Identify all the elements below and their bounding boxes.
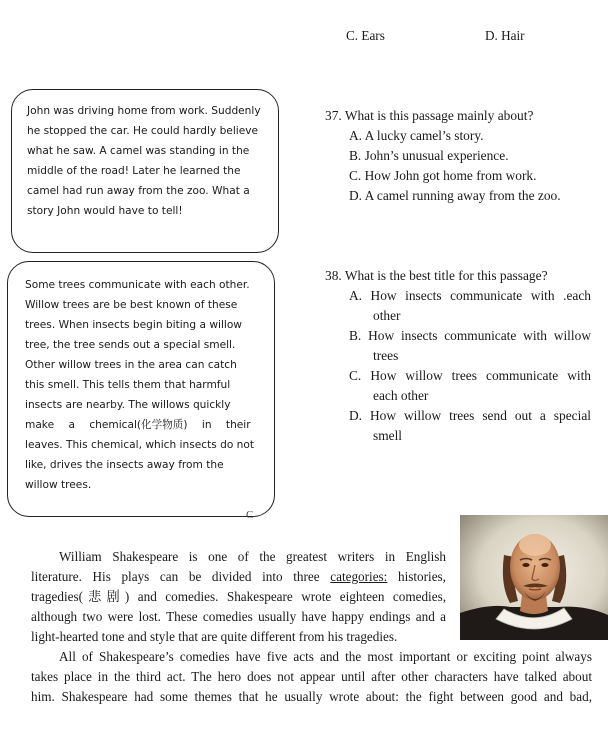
q38-option-a-cont: other bbox=[373, 308, 401, 323]
q37-option-c: C. How John got home from work. bbox=[349, 168, 537, 183]
paragraph-line: although two were lost. These comedies usually have happy endings and a bbox=[31, 609, 446, 624]
q38-option-b: B. How insects communicate with willow bbox=[349, 328, 591, 343]
passage-2-line: like, drives the insects away from the bbox=[25, 459, 224, 471]
q37-option-b: B. John’s unusual experience. bbox=[349, 148, 509, 163]
q38-option-a: A. How insects communicate with .each bbox=[349, 288, 591, 303]
q37-option-d: D. A camel running away from the zoo. bbox=[349, 188, 561, 203]
q38-option-d-cont: smell bbox=[373, 428, 403, 443]
q38-option-d: D. How willow trees send out a special bbox=[349, 408, 591, 423]
option-c-ears: C. Ears bbox=[346, 28, 385, 43]
passage-2-text bbox=[25, 275, 255, 495]
q38-option-c-cont: each other bbox=[373, 388, 429, 403]
paragraph-line: him. Shakespeare had some themes that he usually wrote about: the fight between good and bad, bbox=[31, 689, 592, 704]
paragraph-line: All of Shakespeare’s comedies have five acts and the most important or exciting point always bbox=[59, 649, 592, 664]
shakespeare-paragraph-1 bbox=[31, 547, 446, 647]
paragraph-text: literature. His plays can be divided into three bbox=[31, 569, 331, 584]
underlined-word-categories: categories: bbox=[330, 569, 388, 584]
q38-option-c: C. How willow trees communicate with bbox=[349, 368, 591, 383]
paragraph-line: William Shakespeare is one of the greatest writers in English bbox=[59, 549, 446, 564]
passage-1-line: story John would have to tell! bbox=[27, 205, 183, 217]
q38-option-b-cont: trees bbox=[373, 348, 399, 363]
passage-1-line: he stopped the car. He could hardly believe bbox=[27, 125, 259, 137]
passage-2-line: make a chemical(化学物质) in their bbox=[25, 419, 251, 431]
passage-2-line: Some trees communicate with each other. bbox=[25, 279, 250, 291]
paragraph-line: light-hearted tone and style that are quite different from his tragedies. bbox=[31, 629, 398, 644]
q38-question: 38. What is the best title for this passage? bbox=[325, 268, 548, 283]
passage-2-line: insects are nearby. The willows quickly bbox=[25, 399, 231, 411]
passage-2-line: trees. When insects begin biting a willow bbox=[25, 319, 242, 331]
passage-2-line: leaves. This chemical, which insects do not bbox=[25, 439, 255, 451]
shakespeare-paragraph-2 bbox=[31, 647, 592, 707]
passage-2-line: willow trees. bbox=[25, 479, 92, 491]
passage-1-line: middle of the road! Later he learned the bbox=[27, 165, 241, 177]
passage-2-line: Willow trees are be best known of these bbox=[25, 299, 238, 311]
passage-1-text bbox=[27, 101, 264, 221]
q37-question: 37. What is this passage mainly about? bbox=[325, 108, 534, 123]
q37-option-a: A. A lucky camel’s story. bbox=[349, 128, 484, 143]
paragraph-line: tragedies(悲剧) and comedies. Shakespeare wrote eighteen comedies, bbox=[31, 589, 446, 604]
paragraph-line bbox=[31, 567, 446, 587]
paragraph-line: takes place in the third act. The hero does not appear until after other characters have talked about bbox=[31, 669, 592, 684]
shakespeare-portrait bbox=[460, 515, 608, 640]
option-d-hair: D. Hair bbox=[485, 28, 525, 43]
portrait-image bbox=[460, 515, 608, 640]
passage-1-line: what he saw. A camel was standing in the bbox=[27, 145, 250, 157]
passage-2-line: Other willow trees in the area can catch bbox=[25, 359, 237, 371]
passage-1-line: John was driving home from work. Suddenly bbox=[27, 105, 261, 117]
passage-2-line: tree, the tree sends out a special smell. bbox=[25, 339, 236, 351]
passage-2-line: this smell. This tells them that harmful bbox=[25, 379, 231, 391]
paragraph-text: histories, bbox=[387, 569, 446, 584]
passage-1-line: camel had run away from the zoo. What a bbox=[27, 185, 250, 197]
stray-mark: C bbox=[246, 509, 254, 521]
